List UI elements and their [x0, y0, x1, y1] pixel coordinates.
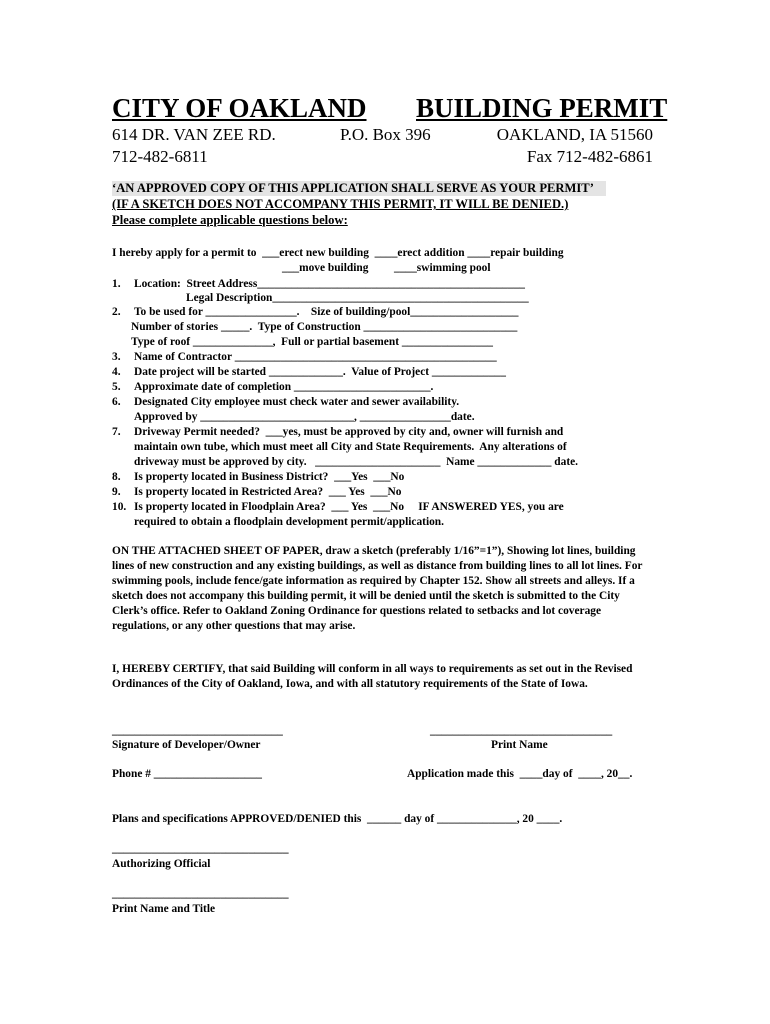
restricted-area-question: Is property located in Restricted Area? ___ Yes ___No	[134, 486, 402, 498]
document-title: BUILDING PERMIT	[416, 93, 668, 123]
item-number: 3.	[112, 351, 121, 363]
apply-line-1: I hereby apply for a permit to ___erect new building ____erect addition ____repair building	[112, 247, 564, 259]
driveway-permit-line-3: driveway must be approved by city. ______________________ Name _____________ date.	[134, 456, 579, 468]
street-address: 614 DR. VAN ZEE RD.	[112, 125, 276, 144]
used-for-and-size: To be used for ________________. Size of building/pool___________________	[134, 306, 519, 318]
phone-number: 712-482-6811	[112, 147, 208, 166]
contractor-name: Name of Contractor ______________________________________________	[134, 351, 497, 363]
po-box: P.O. Box 396	[340, 125, 431, 144]
item-number: 2.	[112, 306, 121, 318]
city-state-zip: OAKLAND, IA 51560	[496, 125, 653, 144]
start-date-and-value: Date project will be started _____________. Value of Project _____________	[134, 366, 506, 378]
fax-number: Fax 712-482-6861	[526, 147, 653, 166]
floodplain-permit-note: required to obtain a floodplain development permit/application.	[134, 516, 444, 528]
item-number: 4.	[112, 366, 121, 378]
item-number: 5.	[112, 381, 121, 393]
certification-statement: I, HEREBY CERTIFY, that said Building will conform in all ways to requirements as set out in the Revised Ordinances of the City of Oakland, Iowa, and with all statutory requirements of the State of Iowa.	[112, 663, 633, 690]
approved-by: Approved by ___________________________, ________________date.	[134, 411, 475, 423]
authorizing-official-line[interactable]: _______________________________	[112, 843, 289, 855]
print-name-line[interactable]: ________________________________	[430, 725, 613, 737]
sketch-instructions	[112, 544, 657, 634]
sketch-warning: (IF A SKETCH DOES NOT ACCOMPANY THIS PERMIT, IT WILL BE DENIED.)	[112, 197, 569, 211]
item-number: 7.	[112, 426, 121, 438]
roof-and-basement: Type of roof ______________, Full or partial basement ________________	[131, 336, 493, 348]
city-title: CITY OF OAKLAND	[112, 93, 367, 123]
signature-label: Signature of Developer/Owner	[112, 739, 261, 751]
plans-approved-denied[interactable]: Plans and specifications APPROVED/DENIED this ______ day of ______________, 20 ____.	[112, 813, 563, 825]
stories-and-construction: Number of stories _____. Type of Construction ___________________________	[131, 321, 518, 333]
approved-copy-notice: ‘AN APPROVED COPY OF THIS APPLICATION SHALL SERVE AS YOUR PERMIT’	[112, 181, 606, 196]
item-number: 1.	[112, 278, 121, 290]
print-name-title-label: Print Name and Title	[112, 903, 216, 915]
sketch-text: , draw a sketch (preferably 1/16”=1”), Showing lot lines, building lines of new construction and any existing buildings, as well as distance from building lines to all lot lines. For swimming pools, include fence/gate information as required by Chapter 152. Show all streets and alleys. If a sketch does not accompany this building permit, it will be denied until the sketch is submitted to the City Clerk’s office. Refer to Oakland Zoning Ordinance for questions related to setbacks and lot coverage regulations, or any other questions that may arise.	[112, 545, 643, 632]
application-date[interactable]: Application made this ____day of ____, 20__.	[407, 768, 633, 780]
authorizing-official-label: Authorizing Official	[112, 858, 211, 870]
signature-line[interactable]: ______________________________	[112, 725, 283, 737]
instructions: Please complete applicable questions below:	[112, 213, 348, 227]
item-number: 10.	[112, 501, 127, 513]
apply-line-2: ___move building ____swimming pool	[282, 262, 491, 274]
phone-field[interactable]: Phone # ___________________	[112, 768, 262, 780]
item-number: 6.	[112, 396, 121, 408]
print-name-label: Print Name	[491, 739, 548, 751]
floodplain-question: Is property located in Floodplain Area? ___ Yes ___No IF ANSWERED YES, you are	[134, 501, 564, 513]
sketch-lead: ON THE ATTACHED SHEET OF PAPER	[112, 545, 320, 557]
driveway-permit-line-1: Driveway Permit needed? ___yes, must be approved by city and, owner will furnish and	[134, 426, 564, 438]
location-street-address: Location: Street Address_______________________________________________	[134, 278, 525, 290]
business-district-question: Is property located in Business District? ___Yes ___No	[134, 471, 405, 483]
print-name-title-line[interactable]: _______________________________	[112, 888, 289, 900]
item-number: 9.	[112, 486, 121, 498]
driveway-permit-line-2: maintain own tube, which must meet all City and State Requirements. Any alterations of	[134, 441, 567, 453]
legal-description: Legal Description_____________________________________________	[186, 292, 529, 304]
item-number: 8.	[112, 471, 121, 483]
water-sewer-check: Designated City employee must check water and sewer availability.	[134, 396, 460, 408]
completion-date: Approximate date of completion ________________________.	[134, 381, 434, 393]
